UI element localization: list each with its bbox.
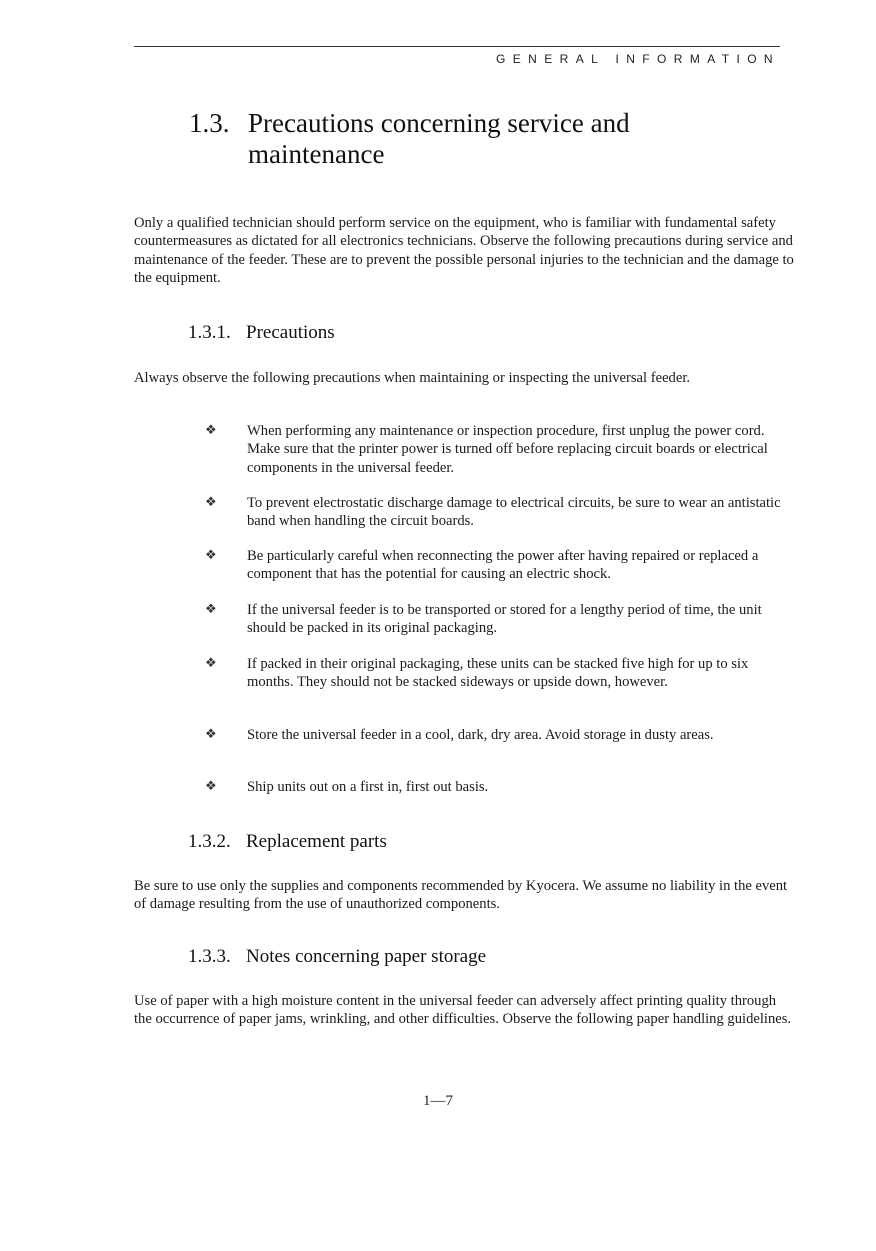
diamond-bullet-icon: ❖: [205, 422, 217, 437]
subsection-title: Notes concerning paper storage: [246, 946, 487, 967]
list-item-text: To prevent electrostatic discharge damage to electrical circuits, be sure to wear an antistatic band when handling the circuit boards.: [247, 495, 781, 530]
precautions-intro: Always observe the following precautions when maintaining or inspecting the universal feeder.: [134, 370, 691, 386]
list-item-text: If the universal feeder is to be transported or stored for a lengthy period of time, the unit should be packed in its original packaging.: [247, 602, 762, 637]
list-item-text: When performing any maintenance or inspection procedure, first unplug the power cord. Make sure that the printer power is turned off before replacing circuit boards or electrical components in the universal feeder.: [247, 423, 768, 476]
subsection-heading-replacement: [188, 831, 387, 853]
section-intro: Only a qualified technician should perform service on the equipment, who is familiar with fundamental safety countermeasures as dictated for all electronics technicians. Observe the following precautions during service and maintenance of the feeder. These are to prevent the possible personal injuries to the technician and the damage to the equipment.: [134, 215, 794, 286]
diamond-bullet-icon: ❖: [205, 655, 217, 670]
diamond-bullet-icon: ❖: [205, 726, 217, 741]
section-number: 1.3.: [189, 108, 230, 138]
running-head: GENERAL INFORMATION: [496, 52, 780, 66]
diamond-bullet-icon: ❖: [205, 601, 217, 616]
paper-storage-body: Use of paper with a high moisture content in the universal feeder can adversely affect printing quality through the occurrence of paper jams, wrinkling, and other difficulties. Observe the following paper handling guidelines.: [134, 993, 792, 1028]
diamond-bullet-icon: ❖: [205, 778, 217, 793]
diamond-bullet-icon: ❖: [205, 494, 217, 509]
subsection-number: 1.3.3.: [188, 946, 231, 967]
diamond-bullet-icon: ❖: [205, 547, 217, 562]
subsection-number: 1.3.2.: [188, 831, 231, 852]
subsection-heading-paper-storage: [188, 946, 486, 968]
page-number: 1—7: [423, 1093, 453, 1109]
list-item-text: Ship units out on a first in, first out basis.: [247, 779, 489, 795]
section-title-text: Precautions concerning service and maintenance: [248, 108, 630, 169]
list-item-text: Store the universal feeder in a cool, dark, dry area. Avoid storage in dusty areas.: [247, 727, 714, 743]
subsection-title: Precautions: [246, 322, 335, 343]
list-item-text: If packed in their original packaging, these units can be stacked five high for up to six months. They should not be stacked sideways or upside down, however.: [247, 656, 749, 691]
replacement-body: Be sure to use only the supplies and components recommended by Kyocera. We assume no liability in the event of damage resulting from the use of unauthorized components.: [134, 878, 788, 913]
list-item-text: Be particularly careful when reconnecting the power after having repaired or replaced a component that has the potential for causing an electric shock.: [247, 548, 759, 583]
subsection-title: Replacement parts: [246, 831, 387, 852]
header-rule: [134, 46, 780, 47]
subsection-number: 1.3.1.: [188, 322, 231, 343]
subsection-heading-precautions: [188, 322, 335, 344]
